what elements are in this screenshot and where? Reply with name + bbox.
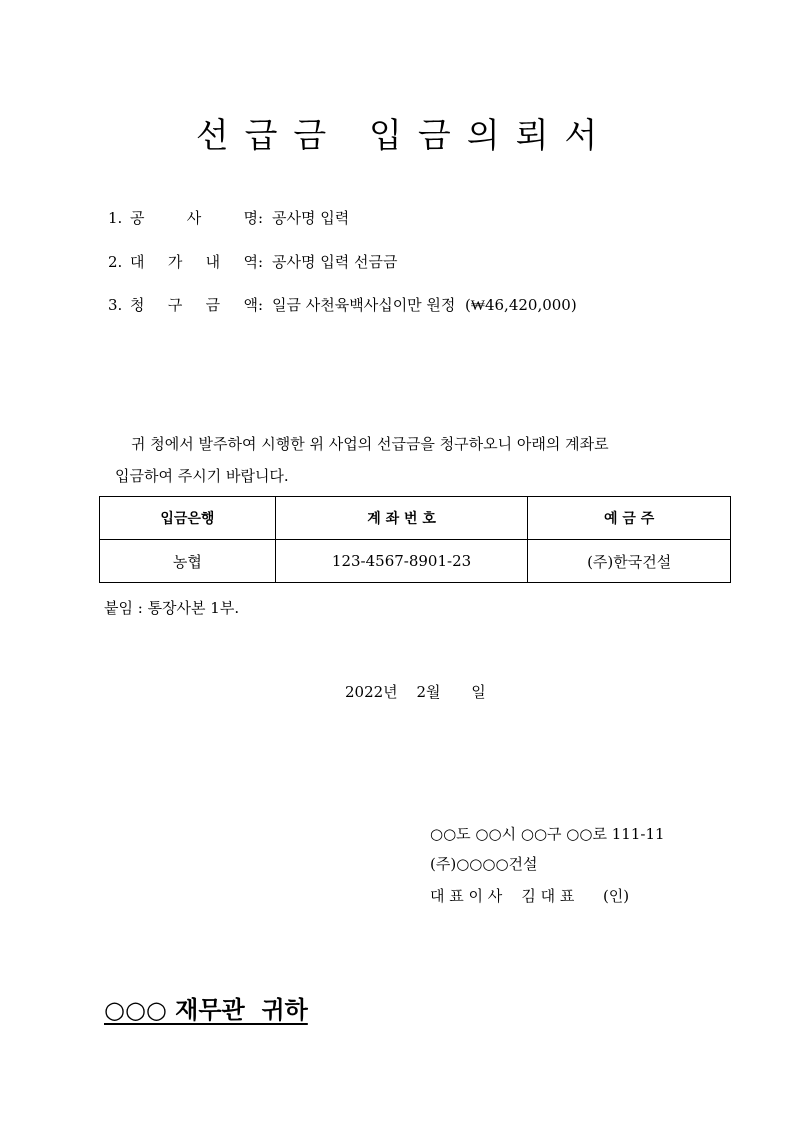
date-month: 2월 [416, 683, 441, 701]
request-text-line2: 입금하여 주시기 바랍니다. [115, 467, 289, 485]
sender-address: ○○도 ○○시 ○○구 ○○로 111-11 [430, 825, 665, 843]
field-construction-name [108, 207, 349, 228]
field-value: 일금 사천육백사십이만 원정 (₩46,420,000) [272, 296, 577, 314]
field-claim-amount [108, 294, 577, 315]
cell-bank: 농협 [100, 540, 276, 583]
field-label [130, 251, 258, 272]
field-separator: : [258, 209, 264, 227]
label-char: 사 [186, 209, 202, 227]
field-separator: : [258, 296, 264, 314]
date-day: 일 [471, 683, 486, 701]
cell-account-holder: (주)한국건설 [528, 540, 731, 583]
field-number: 1. [108, 209, 123, 227]
field-label [130, 207, 258, 228]
label-char: 역 [243, 253, 258, 271]
recipient: ○○○ 재무관 귀하 [104, 996, 308, 1024]
header-account-number: 계 좌 번 호 [275, 497, 527, 540]
field-label [130, 294, 258, 315]
bank-account-table [99, 496, 731, 583]
date-year: 2022년 [345, 683, 398, 701]
sender-company: (주)○○○○건설 [430, 855, 538, 873]
field-payment-details [108, 251, 397, 272]
label-char: 공 [130, 209, 145, 227]
field-number: 2. [108, 253, 123, 271]
request-text-line1: 귀 청에서 발주하여 시행한 위 사업의 선급금을 청구하오니 아래의 계좌로 [131, 435, 609, 453]
document-title: 선급금 입금의뢰서 [195, 116, 614, 156]
label-char: 청 [130, 296, 145, 314]
document-date [345, 681, 486, 702]
label-char: 대 [130, 253, 145, 271]
cell-account-number: 123-4567-8901-23 [275, 540, 527, 583]
field-separator: : [258, 253, 264, 271]
label-char: 내 [205, 253, 221, 271]
label-char: 금 [205, 296, 221, 314]
label-char: 명 [243, 209, 258, 227]
attachment-note: 붙임 : 통장사본 1부. [104, 599, 240, 617]
field-value: 공사명 입력 선금금 [272, 253, 398, 271]
header-account-holder: 예 금 주 [528, 497, 731, 540]
table-header-row [100, 497, 731, 540]
label-char: 가 [167, 253, 183, 271]
sender-representative: 대 표 이 사 김 대 표 (인) [430, 887, 630, 905]
label-char: 액 [243, 296, 258, 314]
table-row [100, 540, 731, 583]
label-char: 구 [167, 296, 183, 314]
field-value: 공사명 입력 [272, 209, 350, 227]
field-number: 3. [108, 296, 123, 314]
header-bank: 입금은행 [100, 497, 276, 540]
